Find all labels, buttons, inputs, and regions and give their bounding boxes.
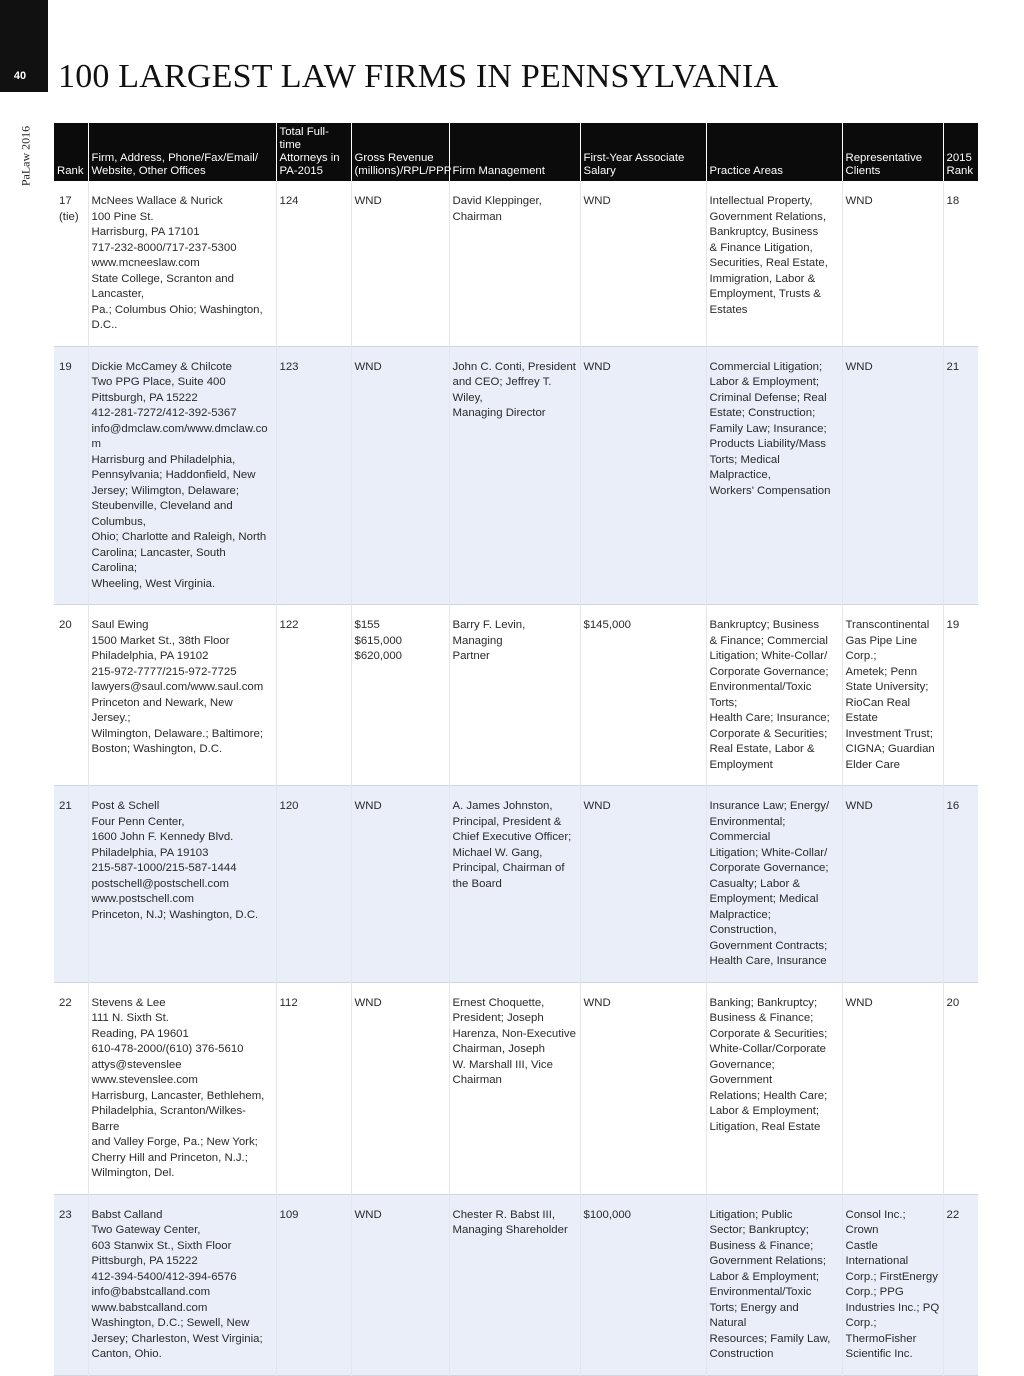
cell-firm: Saul Ewing 1500 Market St., 38th Floor Philadelphia, PA 19102 215-972-7777/215-972-7725 lawyers@saul.com/www.saul.com Princeton and Newark, New Jersey.; Wilmington, Delaware.; Baltimore; Boston; Washington, D.C. xyxy=(88,605,276,786)
header-clients xyxy=(842,123,943,181)
header-row xyxy=(54,123,978,181)
cell-attorneys: 120 xyxy=(276,786,351,983)
cell-clients: WND xyxy=(842,181,943,346)
header-practice-label: Practice Areas xyxy=(709,165,783,177)
cell-salary: $100,000 xyxy=(580,1194,706,1375)
cell-rank-2015: 20 xyxy=(946,996,960,1009)
cell-attorneys: 112 xyxy=(276,982,351,1194)
header-management xyxy=(449,123,580,181)
cell-practice: Insurance Law; Energy/ Environmental; Commercial Litigation; White-Collar/ Corporate Governance; Casualty; Labor & Employment; Medical Malpractice; Construction, Government Contracts; Health Care, Insurance xyxy=(706,786,842,983)
header-attorneys xyxy=(276,123,351,181)
cell-firm: McNees Wallace & Nurick 100 Pine St. Harrisburg, PA 17101 717-232-8000/717-237-5300 www.mcneeslaw.com State College, Scranton and Lancaster, Pa.; Columbus Ohio; Washington, D.C.. xyxy=(88,181,276,346)
cell-firm: Stevens & Lee 111 N. Sixth St. Reading, PA 19601 610-478-2000/(610) 376-5610 attys@stevenslee www.stevenslee.com Harrisburg, Lancaster, Bethlehem, Philadelphia, Scranton/Wilkes-Barre and Valley Forge, Pa.; New York; Cherry Hill and Princeton, N.J.; Wilmington, Del. xyxy=(88,982,276,1194)
cell-revenue: WND xyxy=(351,982,449,1194)
cell-management: David Kleppinger, Chairman xyxy=(449,181,580,346)
cell-rank-2015: 16 xyxy=(943,786,978,983)
cell-rank: 21 xyxy=(54,786,88,983)
cell-management: John C. Conti, President and CEO; Jeffrey T. Wiley, Managing Director xyxy=(449,346,580,605)
header-firm-label: Firm, Address, Phone/Fax/Email/ Website, Other Offices xyxy=(91,152,258,177)
header-practice xyxy=(706,123,842,181)
cell-management: Chester R. Babst III, Managing Shareholder xyxy=(449,1194,580,1375)
cell-rank-2015: 22 xyxy=(943,1194,978,1375)
cell-revenue: WND xyxy=(351,346,449,605)
cell-practice: Litigation; Public Sector; Bankruptcy; Business & Finance; Government Relations; Labor & Employment; Environmental/Toxic Torts; Energy and Natural Resources; Family Law, Construction xyxy=(706,1194,842,1375)
cell-rank-2015: 18 xyxy=(946,195,960,207)
cell-management: Ernest Choquette, President; Joseph Harenza, Non-Executive Chairman, Joseph W. Marshall III, Vice Chairman xyxy=(449,982,580,1194)
table-row xyxy=(54,1194,978,1375)
cell-clients: WND xyxy=(842,346,943,605)
publication-side-label: PaLaw 2016 xyxy=(18,125,33,187)
cell-revenue: WND xyxy=(351,1194,449,1375)
cell-practice: Bankruptcy; Business & Finance; Commercial Litigation; White-Collar/ Corporate Governance; Environmental/Toxic Torts; Health Care; Insurance; Corporate & Securities; Real Estate, Labor & Employment xyxy=(706,605,842,786)
cell-rank-2015: 21 xyxy=(943,346,978,605)
cell-salary: $145,000 xyxy=(580,605,706,786)
cell-clients: Transcontinental Gas Pipe Line Corp.; Ametek; Penn State University; RioCan Real Estate Investment Trust; CIGNA; Guardian Elder Care xyxy=(842,605,943,786)
cell-clients: WND xyxy=(842,786,943,983)
cell-revenue: WND xyxy=(351,181,449,346)
cell-practice: Commercial Litigation; Labor & Employment; Criminal Defense; Real Estate; Construction; Family Law; Insurance; Products Liability/Mass Torts; Medical Malpractice, Workers' Compensation xyxy=(706,346,842,605)
cell-salary: WND xyxy=(580,786,706,983)
cell-practice: Banking; Bankruptcy; Business & Finance; Corporate & Securities; White-Collar/Corporate Governance; Government Relations; Health Care; Labor & Employment; Litigation, Real Estate xyxy=(706,982,842,1194)
cell-firm: Babst Calland Two Gateway Center, 603 Stanwix St., Sixth Floor Pittsburgh, PA 15222 412-394-5400/412-394-6576 info@babstcalland.com www.babstcalland.com Washington, D.C.; Sewell, New Jersey; Charleston, West Virginia; Canton, Ohio. xyxy=(88,1194,276,1375)
table-row xyxy=(54,982,978,1194)
header-rank-2015 xyxy=(943,123,978,181)
table-body xyxy=(54,181,978,1375)
table-header xyxy=(54,123,978,181)
cell-clients: Consol Inc.; Crown Castle International Corp.; FirstEnergy Corp.; PPG Industries Inc.; PQ Corp.; ThermoFisher Scientific Inc. xyxy=(842,1194,943,1375)
cell-management: A. James Johnston, Principal, President & Chief Executive Officer; Michael W. Gang, Principal, Chairman of the Board xyxy=(449,786,580,983)
cell-rank: 20 xyxy=(54,605,88,786)
page-number: 40 xyxy=(13,70,27,82)
table-row xyxy=(54,181,978,346)
cell-rank: 17 (tie) xyxy=(54,181,88,346)
table-row xyxy=(54,786,978,983)
cell-revenue: $155 $615,000 $620,000 xyxy=(351,605,449,786)
cell-attorneys: 124 xyxy=(276,181,351,346)
cell-salary: WND xyxy=(580,346,706,605)
law-firms-table xyxy=(54,123,978,1376)
page-number-tab xyxy=(0,0,48,92)
cell-rank: 22 xyxy=(54,982,88,1194)
header-firm xyxy=(88,123,276,181)
header-clients-label: Representative Clients xyxy=(845,152,923,177)
header-salary xyxy=(580,123,706,181)
cell-management: Barry F. Levin, Managing Partner xyxy=(449,605,580,786)
cell-rank: 19 xyxy=(54,346,88,605)
cell-practice: Intellectual Property, Government Relations, Bankruptcy, Business & Finance Litigation, Securities, Real Estate, Immigration, Labor & Employment, Trusts & Estates xyxy=(706,181,842,346)
header-management-label: Firm Management xyxy=(452,165,545,177)
cell-attorneys: 122 xyxy=(276,605,351,786)
cell-rank-2015: 19 xyxy=(946,619,960,631)
cell-rank: 23 xyxy=(54,1194,88,1375)
cell-attorneys: 109 xyxy=(276,1194,351,1375)
cell-revenue: WND xyxy=(351,786,449,983)
header-rank-label: Rank xyxy=(57,165,84,177)
cell-firm: Post & Schell Four Penn Center, 1600 John F. Kennedy Blvd. Philadelphia, PA 19103 215-587-1000/215-587-1444 postschell@postschell.com www.postschell.com Princeton, N.J; Washington, D.C. xyxy=(88,786,276,983)
cell-firm: Dickie McCamey & Chilcote Two PPG Place, Suite 400 Pittsburgh, PA 15222 412-281-7272/412-392-5367 info@dmclaw.com/www.dmclaw.com Harrisburg and Philadelphia, Pennsylvania; Haddonfield, New Jersey; Wilimgton, Delaware; Steubenville, Cleveland and Columbus, Ohio; Charlotte and Raleigh, North Carolina; Lancaster, South Carolina; Wheeling, West Virginia. xyxy=(88,346,276,605)
header-attorneys-label: Total Full-time Attorneys in PA-2015 xyxy=(279,126,340,177)
cell-salary: WND xyxy=(580,982,706,1194)
header-salary-label: First-Year Associate Salary xyxy=(583,152,685,177)
page-title: 100 LARGEST LAW FIRMS IN PENNSYLVANIA xyxy=(58,58,779,95)
header-rank xyxy=(54,123,88,181)
cell-salary: WND xyxy=(580,181,706,346)
header-rank-2015-label: 2015 Rank xyxy=(946,152,974,177)
cell-attorneys: 123 xyxy=(276,346,351,605)
cell-clients: WND xyxy=(842,982,943,1194)
table-row xyxy=(54,346,978,605)
header-revenue xyxy=(351,123,452,181)
header-revenue-label: Gross Revenue (millions)/RPL/PPP xyxy=(354,152,452,177)
table-row xyxy=(54,605,978,786)
